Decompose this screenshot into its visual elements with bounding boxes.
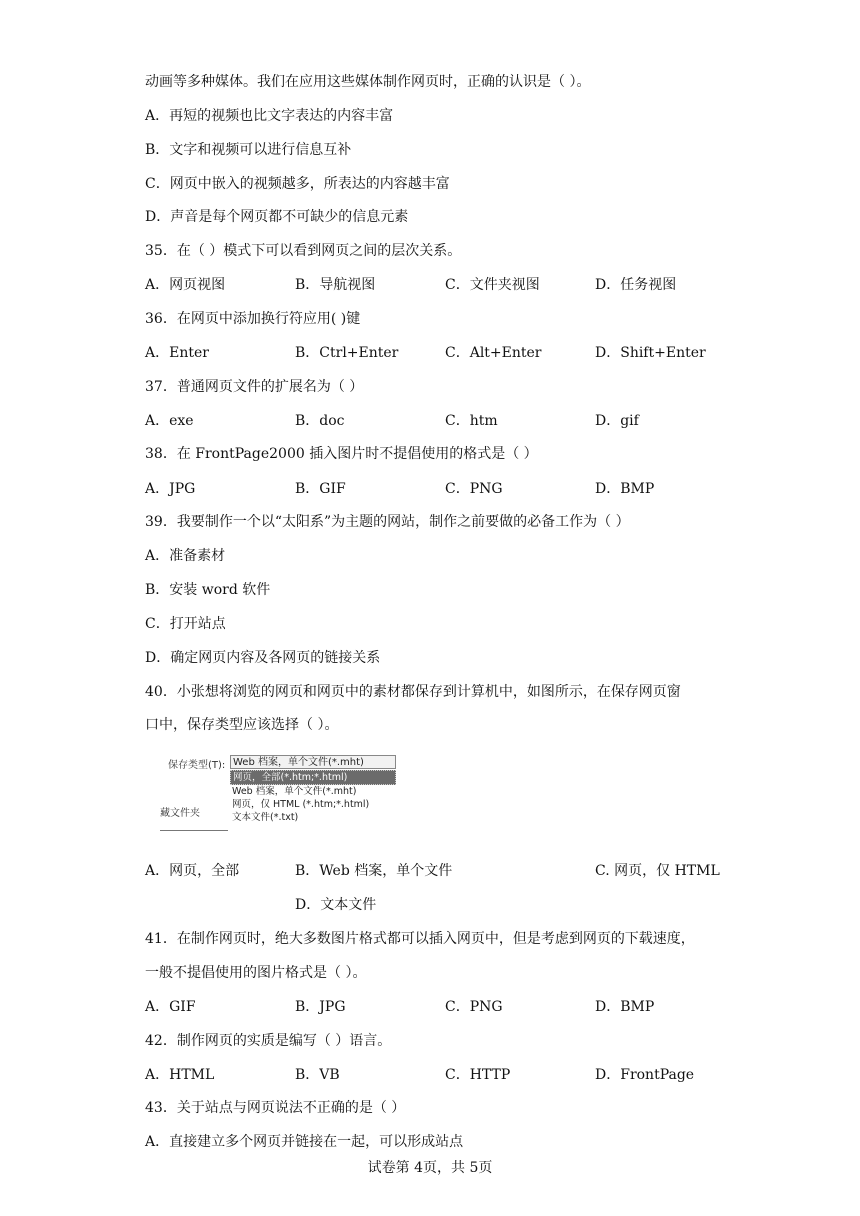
q39-option-c: C．打开站点 <box>145 616 226 632</box>
q35-option-b: B．导航视图 <box>295 277 376 293</box>
q36-option-b: B．Ctrl+Enter <box>295 345 399 361</box>
question-41-line1: 41．在制作网页时，绝大多数图片格式都可以插入网页中，但是考虑到网页的下载速度， <box>145 931 695 947</box>
question-35: 35．在（ ）模式下可以看到网页之间的层次关系。 <box>145 243 462 259</box>
save-type-select: Web 档案，单个文件(*.mht) <box>230 755 396 769</box>
q41-option-b: B．JPG <box>295 999 346 1015</box>
q37-option-d: D．gif <box>595 413 639 429</box>
question-36: 36．在网页中添加换行符应用( )键 <box>145 311 361 327</box>
q38-option-d: D．BMP <box>595 481 655 497</box>
q41-option-a: A．GIF <box>145 999 196 1015</box>
dropdown-option: 文本文件(*.txt) <box>232 812 299 823</box>
q42-option-a: A．HTML <box>145 1067 215 1083</box>
q38-option-c: C．PNG <box>445 481 503 497</box>
question-40-line2: 口中，保存类型应该选择（ ）。 <box>145 717 339 733</box>
hidden-folder-label: 藏文件夹 <box>160 808 200 819</box>
question-40-line1: 40．小张想将浏览的网页和网页中的素材都保存到计算机中，如图所示，在保存网页窗 <box>145 684 681 700</box>
q43-option-a: A．直接建立多个网页并链接在一起，可以形成站点 <box>145 1134 464 1150</box>
q38-option-a: A．JPG <box>145 481 196 497</box>
question-41-line2: 一般不提倡使用的图片格式是（ ）。 <box>145 965 367 981</box>
question-37: 37．普通网页文件的扩展名为（ ） <box>145 379 364 395</box>
q36-option-d: D．Shift+Enter <box>595 345 706 361</box>
save-type-label: 保存类型(T): <box>168 760 226 771</box>
dropdown-option: 网页，仅 HTML (*.htm;*.html) <box>232 799 370 810</box>
q40-options-row2 <box>145 895 745 915</box>
save-type-dropdown-list <box>230 770 396 824</box>
q41-options <box>145 997 745 1017</box>
q39-option-d: D．确定网页内容及各网页的链接关系 <box>145 650 381 666</box>
q38-options <box>145 479 745 499</box>
q35-option-d: D．任务视图 <box>595 277 677 293</box>
q34-option-b: B．文字和视频可以进行信息互补 <box>145 142 352 158</box>
q35-options <box>145 275 745 295</box>
page-footer: 试卷第 4页，共 5页 <box>367 1160 493 1176</box>
q40-option-b: B．Web 档案，单个文件 <box>295 863 453 879</box>
q37-option-b: B．doc <box>295 413 345 429</box>
q42-options <box>145 1065 745 1085</box>
question-39: 39．我要制作一个以“太阳系”为主题的网站，制作之前要做的必备工作为（ ） <box>145 514 630 530</box>
q35-option-a: A．网页视图 <box>145 277 226 293</box>
q39-option-a: A．准备素材 <box>145 548 226 564</box>
dropdown-option-highlighted: 网页，全部(*.htm;*.html) <box>230 770 396 785</box>
q38-option-b: B．GIF <box>295 481 346 497</box>
q40-option-c: C. 网页，仅 HTML <box>595 863 720 879</box>
q34-option-d: D．声音是每个网页都不可缺少的信息元素 <box>145 209 409 225</box>
dropdown-option: Web 档案，单个文件(*.mht) <box>232 786 357 797</box>
q40-option-d: D．文本文件 <box>295 897 377 913</box>
question-43: 43．关于站点与网页说法不正确的是（ ） <box>145 1100 406 1116</box>
question-42: 42．制作网页的实质是编写（ ）语言。 <box>145 1033 392 1049</box>
q41-option-c: C．PNG <box>445 999 503 1015</box>
figure-divider <box>160 830 228 831</box>
q40-options-row1 <box>145 861 745 881</box>
q37-option-a: A．exe <box>145 413 194 429</box>
q37-option-c: C．htm <box>445 413 498 429</box>
q39-option-b: B．安装 word 软件 <box>145 582 271 598</box>
q42-option-d: D．FrontPage <box>595 1067 695 1083</box>
q37-options <box>145 411 745 431</box>
q36-option-a: A．Enter <box>145 345 209 361</box>
q36-options <box>145 343 745 363</box>
q40-option-a: A．网页，全部 <box>145 863 240 879</box>
q34-option-a: A．再短的视频也比文字表达的内容丰富 <box>145 108 394 124</box>
q34-option-c: C．网页中嵌入的视频越多，所表达的内容越丰富 <box>145 176 450 192</box>
q42-option-b: B．VB <box>295 1067 340 1083</box>
question-38: 38．在 FrontPage2000 插入图片时不提倡使用的格式是（ ） <box>145 446 538 462</box>
save-type-figure <box>160 752 400 838</box>
question-34-stem-continuation: 动画等多种媒体。我们在应用这些媒体制作网页时，正确的认识是（ ）。 <box>145 74 591 90</box>
q36-option-c: C．Alt+Enter <box>445 345 542 361</box>
q42-option-c: C．HTTP <box>445 1067 511 1083</box>
q41-option-d: D．BMP <box>595 999 655 1015</box>
q35-option-c: C．文件夹视图 <box>445 277 540 293</box>
